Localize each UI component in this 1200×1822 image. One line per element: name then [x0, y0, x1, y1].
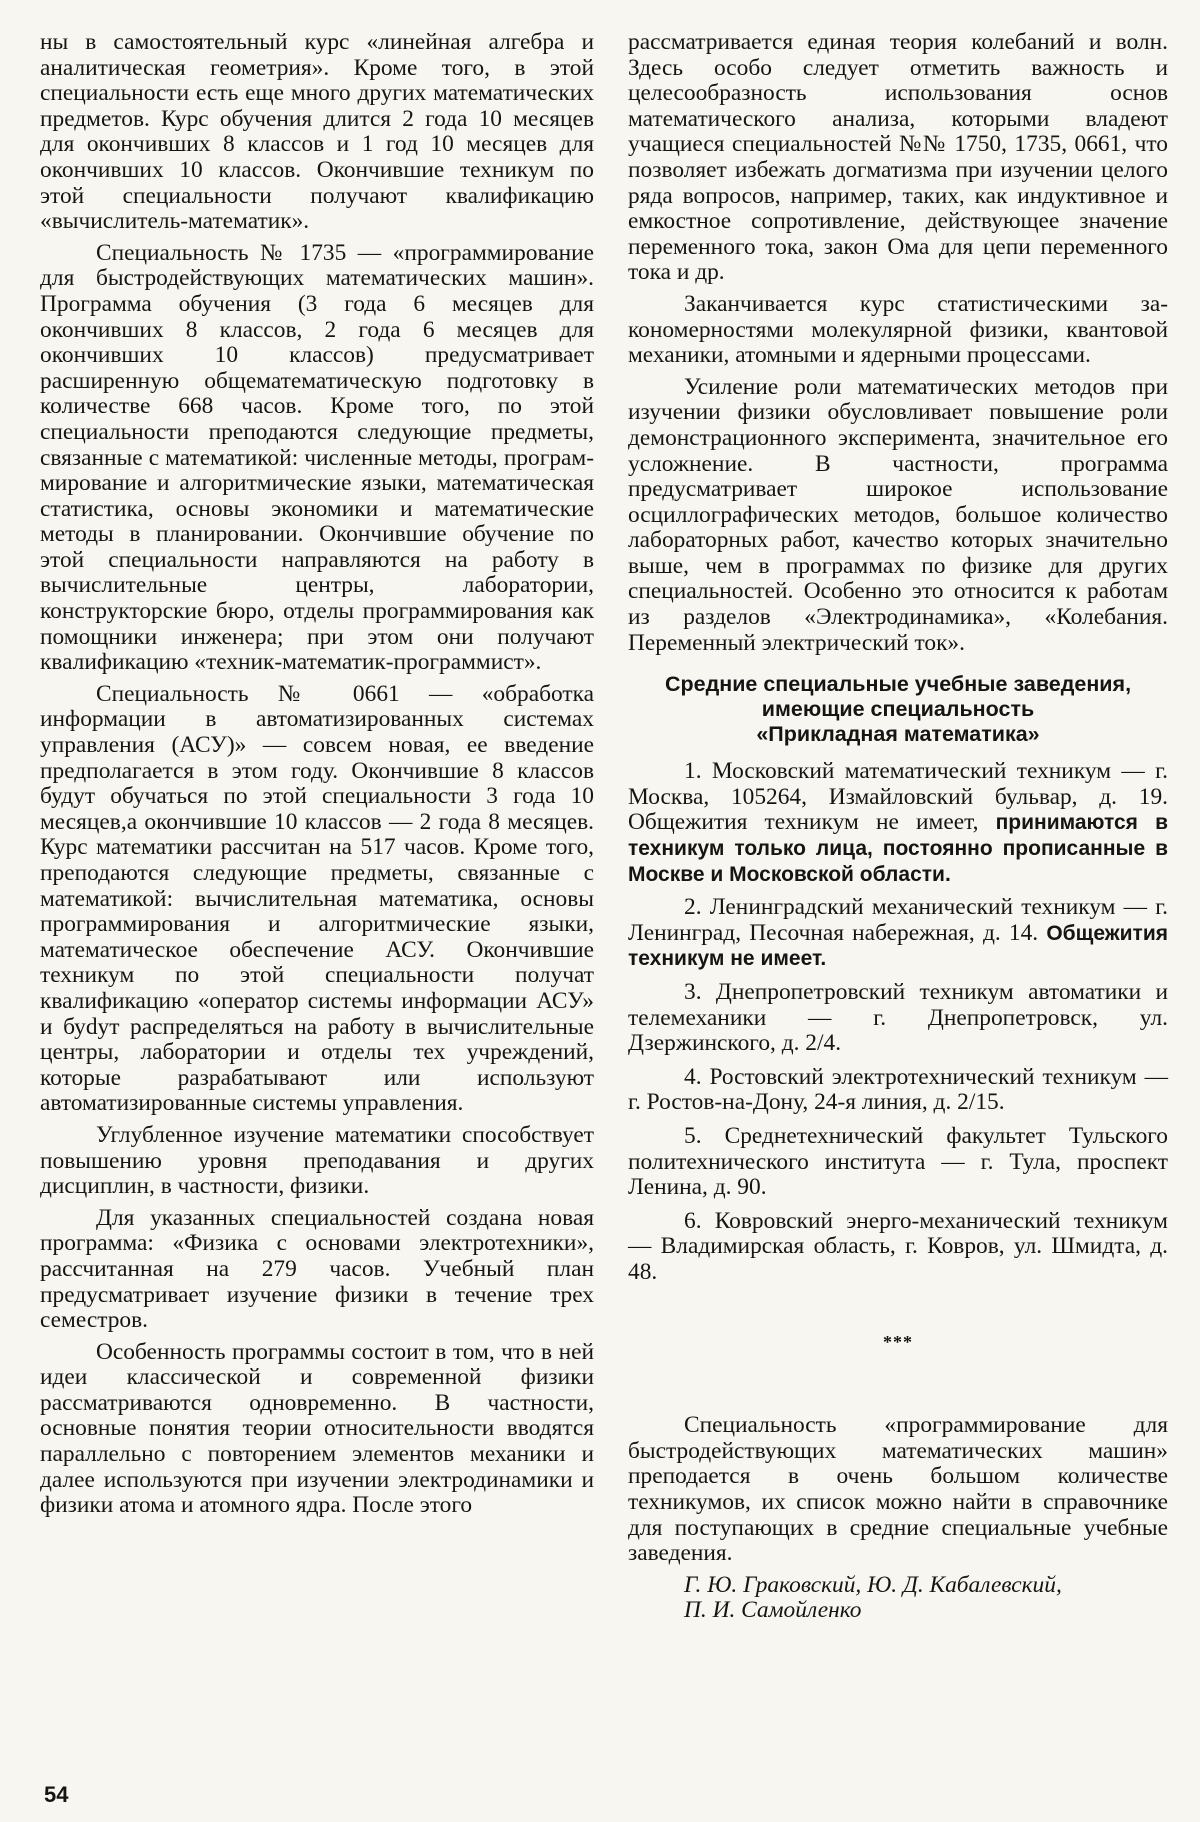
- authors: [628, 1573, 1168, 1624]
- list-item: [628, 1065, 1168, 1116]
- paragraph: ны в самостоятельный курс «линейная алгебра и аналитическая геометрия». Кроме того, в этой специальности есть еще много других математических предметов. Курс обучения длится 2 года 10 месяцев для окончивших 8 классов и 1 год 10 месяцев для окончивших 10 классов. Окончившие техникум по этой специальности получают квалификацию «вычислитель-математик».: [40, 29, 594, 235]
- school-note: принимаются в техникум только лица, постоянно прописанные в Москве и Московской области.: [628, 811, 1168, 886]
- heading-line: имеющие специальность: [761, 697, 1035, 722]
- list-item: [628, 1209, 1168, 1286]
- list-item: [628, 1124, 1168, 1201]
- paragraph: Для указанных специальностей создана новая программа: «Физика с основами электротехники», рассчитанная на 279 часов. Учебный план предусматривает изучение физики в течение трех семестров.: [40, 1204, 594, 1334]
- heading-line: «Прикладная математика»: [756, 722, 1040, 747]
- paragraph: Специальность № 1735 — «программирование для быстродействующих математических машин». Программа обучения (3 года 6 месяцев для окончивших 8 классов, 2 года 6 месяцев для окончивших 10 классов) предусматривает расширенную общематематическую подготовку в количестве 668 часов. Кроме того, по этой специальности преподаются следующие предметы, связанные с математикой: численные методы, программирование и алгоритмические языки, математическая статистика, основы экономики и математические методы в планировании. Окончившие обучение по этой специальности направляются на работу в вычислительные центры, лаборатории, конструкторские бюро, отделы программирования как помощники инженера; при этом они получают квалификацию «техник-математик-программист».: [40, 239, 594, 676]
- school-address: 4. Ростовский электротехнический техникум — г. Ростов-на-Дону, 24-я линия, д. 2/15.: [628, 1063, 1168, 1116]
- page-number: 54: [44, 1782, 69, 1807]
- school-address: 2. Ленинградский механический техникум — г. Ленинград, Песочная набережная, д. 14.: [628, 894, 1168, 946]
- school-address: 5. Среднетехнический факультет Тульского политехнического института — г. Тула, проспект Ленина, д. 90.: [628, 1122, 1168, 1201]
- school-address: 3. Днепропетровский техникум автоматики и телемеханики — г. Днепропетровск, ул. Дзержинского, д. 2/4.: [628, 979, 1168, 1057]
- paragraph: рассматривается единая теория колебаний и волн. Здесь особо следует отметить важность и целесообразность использования основ математического анализа, которыми владеют учащиеся специальностей №№ 1750, 1735, 0661, что позволяет избежать догматизма при изучении целого ряда вопросов, например, таких, как индуктивное и емкостное сопротивление, действующее значение переменного тока, закон Ома для цепи переменного тока и др.: [628, 29, 1168, 286]
- list-item: [628, 980, 1168, 1057]
- left-column: [40, 30, 594, 1525]
- heading-line: Средние специальные учебные заведения,: [664, 672, 1132, 697]
- paragraph: Специальность № 0661 — «обработка информации в автоматизированных системах управления (АСУ)» — совсем новая, ее введение предполагается в этом году. Окончившие 8 классов будут обучаться по этой специальности 3 года 10 месяцев,а окончившие 10 классов — 2 года 8 месяцев. Курс математики рассчитан на 517 часов. Кроме того, преподаются следующие предметы, связанные с математикой: вычислительная математика, основы программирования и алгоритмические языки, математическое обеспечение АСУ. Окончившие техникум по этой специальности получат квалификацию «оператор системы информации АСУ» и буdут распределяться на работу в вычислительные центры, лаборатории и отделы тех учреждений, которые разрабатывают или используют автоматизированные системы управления.: [40, 680, 594, 1117]
- paragraph: Усиление роли математических методов при изучении физики обусловливает повышение роли демонстрационного эксперимента, значительное его усложнение. В частности, программа предусматривает широкое использование осциллографических методов, большое количество лабораторных работ, качество которых значительно выше, чем в программах по физике для других специальностей. Особенно это относится к работам из разделов «Электродинамика», «Колебания. Переменный электрический ток».: [628, 373, 1168, 656]
- schools-list: [628, 759, 1168, 1285]
- paragraph: Заканчивается курс статистическими закономерностями молекулярной физики, квантовой механики, атомными и ядерными процессами.: [628, 290, 1168, 369]
- list-item: [628, 895, 1168, 972]
- author-line: Г. Ю. Граковский, Ю. Д. Кабалевский,: [684, 1571, 1062, 1598]
- list-item: [628, 759, 1168, 887]
- author-line: П. И. Самойленко: [684, 1597, 862, 1624]
- paragraph: Углубленное изучение математики способствует повышению уровня преподавания и других дисциплин, в частности, физики.: [40, 1121, 594, 1200]
- school-address: 6. Ковровский энерго-механический техникум — Владимирская область, г. Ковров, ул. Шмидта, д. 48.: [628, 1207, 1168, 1285]
- paragraph: Особенность программы состоит в том, что в ней идеи классической и современной физики рассматриваются одновременно. В частности, основные понятия теории относительности вводятся параллельно с повторением элементов механики и далее используются при изучении электродинамики и физики атома и атомного ядра. После этого: [40, 1338, 594, 1519]
- section-separator: ***: [883, 1331, 913, 1352]
- school-note: Общежития техникум не имеет.: [628, 921, 1168, 971]
- right-column: [628, 30, 1168, 1630]
- section-heading: [628, 672, 1168, 747]
- closing-paragraph: Специальность «программирование для быстродействующих математических машин» преподается в очень большом количестве техникумов, их список можно найти в справочнике для поступающих в средние специальные учебные заведения.: [628, 1412, 1168, 1567]
- school-address: 1. Московский математический техникум — г. Москва, 105264, Измайловский бульвар, д. 19. Общежития техникум не имеет,: [628, 758, 1168, 836]
